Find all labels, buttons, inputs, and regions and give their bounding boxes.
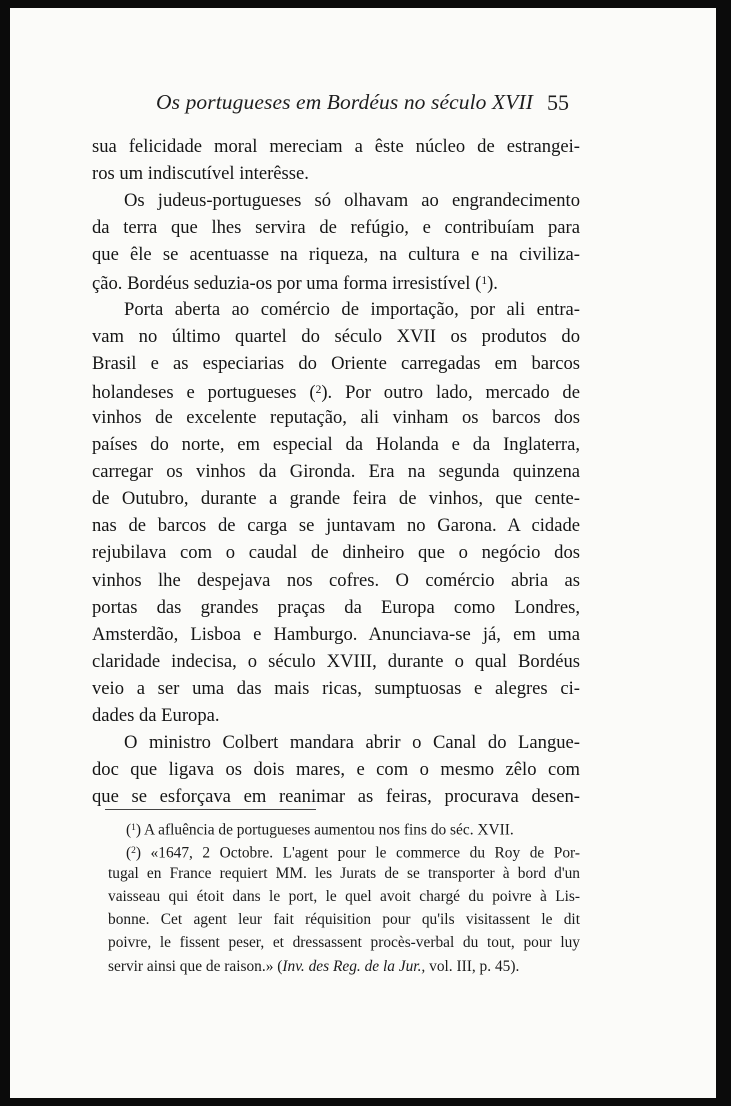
page-number: 55 — [547, 90, 569, 115]
text-run: ) «1647, 2 Octobre. L'agent pour le commerce du Roy de Por- — [135, 844, 580, 862]
running-title: Os portugueses em Bordéus no século XVII — [156, 90, 533, 114]
footnote-ref: 1 — [481, 275, 488, 288]
text-line: Brasil e as especiarias do Oriente carregadas em barcos — [92, 352, 580, 374]
footnote-2-line — [108, 839, 580, 862]
text-line: da terra que lhes servira de refúgio, e contribuíam para — [92, 217, 580, 239]
text-run: holandeses e portugueses ( — [92, 382, 316, 404]
footnote-2-line: tugal en France requiert MM. les Jurats de se transporter à bord d'un — [108, 865, 580, 883]
text-line: vam no último quartel do século XVII os produtos do — [92, 325, 580, 347]
text-line: vinhos lhe despejava nos cofres. O comércio abria as — [92, 569, 580, 591]
text-line: países do norte, em especial da Holanda e da Inglaterra, — [92, 434, 580, 456]
text-run: vol. III, p. 45). — [425, 957, 520, 975]
text-run: ( — [126, 844, 132, 862]
footnote-divider — [105, 809, 316, 810]
text-run: ) A afluência de portugueses aumentou nos fins do séc. XVII. — [135, 821, 514, 839]
page-header — [10, 84, 716, 124]
text-line: Porta aberta ao comércio de importação, por ali entra- — [124, 298, 580, 320]
text-line: O ministro Colbert mandara abrir o Canal do Langue- — [124, 732, 580, 754]
footnote-2-line: bonne. Cet agent leur fait réquisition pour qu'ils visitassent le dit — [108, 911, 580, 929]
text-run: ). Por outro lado, mercado de — [321, 382, 580, 404]
text-line: rejubilava com o caudal de dinheiro que o negócio dos — [92, 542, 580, 564]
text-line: nas de barcos de carga se juntavam no Garona. A cidade — [92, 515, 580, 537]
footnote-mark: 1 — [131, 822, 136, 833]
footnote-mark: 2 — [131, 845, 136, 857]
body-text — [92, 133, 580, 810]
text-line: veio a ser uma das mais ricas, sumptuosas e alegres ci- — [92, 677, 580, 699]
footnote-2-line — [108, 955, 580, 978]
text-run: ( — [126, 821, 132, 839]
text-line: de Outubro, durante a grande feira de vinhos, que cente- — [92, 488, 580, 510]
text-line: Amsterdão, Lisboa e Hamburgo. Anunciava-se já, em uma — [92, 623, 580, 645]
footnotes — [108, 816, 580, 978]
text-line: ros um indiscutível interêsse. — [92, 163, 309, 185]
text-line: que êle se acentuasse na riqueza, na cultura e na civiliza- — [92, 244, 580, 266]
text-run: ). — [487, 273, 498, 295]
text-line: doc que ligava os dois mares, e com o mesmo zêlo com — [92, 759, 580, 781]
citation-italic: Inv. des Reg. de la Jur., — [282, 957, 426, 975]
footnote-1 — [108, 816, 580, 839]
text-run: ção. Bordéus seduzia-os por uma forma irresistível ( — [92, 273, 482, 295]
book-page — [10, 8, 716, 1098]
text-line: portas das grandes praças da Europa como Londres, — [92, 596, 580, 618]
text-line: vinhos de excelente reputação, ali vinham os barcos dos — [92, 406, 580, 428]
text-line: carregar os vinhos da Gironda. Era na segunda quinzena — [92, 461, 580, 483]
text-run: servir ainsi que de raison.» ( — [108, 957, 283, 975]
text-line: claridade indecisa, o século XVIII, durante o qual Bordéus — [92, 650, 580, 672]
footnote-ref: 2 — [315, 383, 322, 396]
text-line: que se esforçava em reanimar as feiras, procurava desen- — [92, 786, 580, 808]
footnote-2-line: vaisseau qui étoit dans le port, le quel avoit chargé du poivre à Lis- — [108, 888, 580, 906]
footnote-2-line: poivre, le fissent peser, et dressassent procès-verbal du tout, pour luy — [108, 934, 580, 952]
text-line: dades da Europa. — [92, 704, 220, 726]
text-line: Os judeus-portugueses só olhavam ao engrandecimento — [124, 190, 580, 212]
text-line: sua felicidade moral mereciam a êste núcleo de estrangei- — [92, 136, 580, 157]
text-line — [92, 377, 580, 404]
text-line — [92, 268, 580, 295]
